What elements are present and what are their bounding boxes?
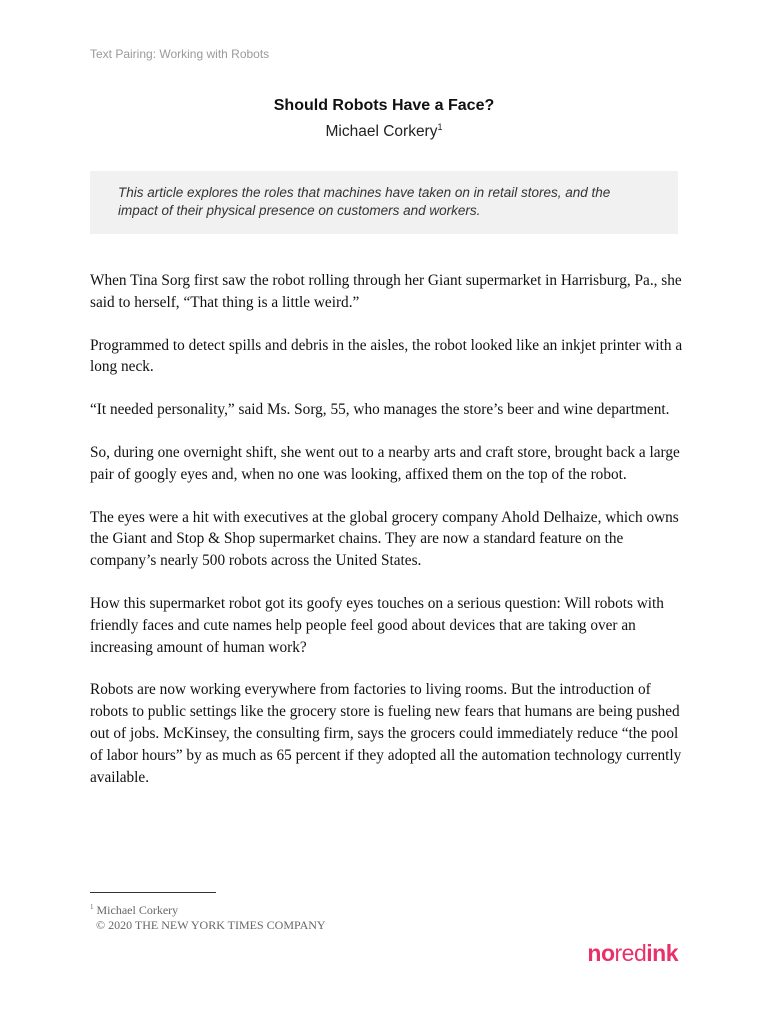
logo-part-red: red (614, 940, 647, 966)
paragraph: Programmed to detect spills and debris in the aisles, the robot looked like an inkjet printer with a long neck. (90, 336, 683, 376)
article-title: Should Robots Have a Face? (273, 97, 495, 114)
footnote-marker: 1 (90, 903, 94, 911)
intro-summary-box (90, 171, 678, 234)
article-title-block (90, 96, 678, 143)
footnote-line (90, 900, 326, 918)
article-author (90, 116, 678, 143)
paragraph: The eyes were a hit with executives at the global grocery company Ahold Delhaize, which owns the Giant and Stop & Shop supermarket chains. They are now a standard feature on the company’s nearly 500 robots across the United States. (90, 508, 679, 570)
paragraph: “It needed personality,” said Ms. Sorg, 55, who manages the store’s beer and wine department. (90, 401, 670, 419)
paragraph: When Tina Sorg first saw the robot rolling through her Giant supermarket in Harrisburg, Pa., she said to herself, “That thing is a little weird.” (90, 272, 682, 311)
footnote-text: Michael Corkery (96, 903, 179, 917)
paragraph: Robots are now working everywhere from factories to living rooms. But the introduction of robots to public settings like the grocery store is fueling new fears that humans are being pushed out of jobs. McKinsey, the consulting firm, says the grocers could immediately reduce “the pool of labor hours” by as much as 65 percent if they adopted all the automation technology currently available. (90, 681, 682, 786)
noredink-logo (587, 940, 678, 967)
paragraph: So, during one overnight shift, she went out to a nearby arts and craft store, brought back a large pair of googly eyes and, when no one was looking, affixed them on the top of the robot. (90, 443, 680, 483)
footnote-reference: 1 (437, 122, 443, 132)
document-header-label: Text Pairing: Working with Robots (90, 47, 270, 61)
logo-part-ink: ink (646, 940, 678, 966)
footnote-divider (90, 892, 216, 893)
intro-summary-text: This article explores the roles that machines have taken on in retail stores, and the impact of their physical presence on customers and workers. (118, 185, 611, 218)
author-name: Michael Corkery (325, 123, 438, 141)
copyright-notice: © 2020 THE NEW YORK TIMES COMPANY (96, 918, 326, 932)
paragraph: How this supermarket robot got its goofy eyes touches on a serious question: Will robots with friendly faces and cute names help people feel good about devices that are taking over an increasing amount of human work? (90, 594, 664, 656)
logo-part-no: no (587, 940, 615, 966)
article-body (90, 270, 685, 809)
footnote (90, 900, 326, 933)
